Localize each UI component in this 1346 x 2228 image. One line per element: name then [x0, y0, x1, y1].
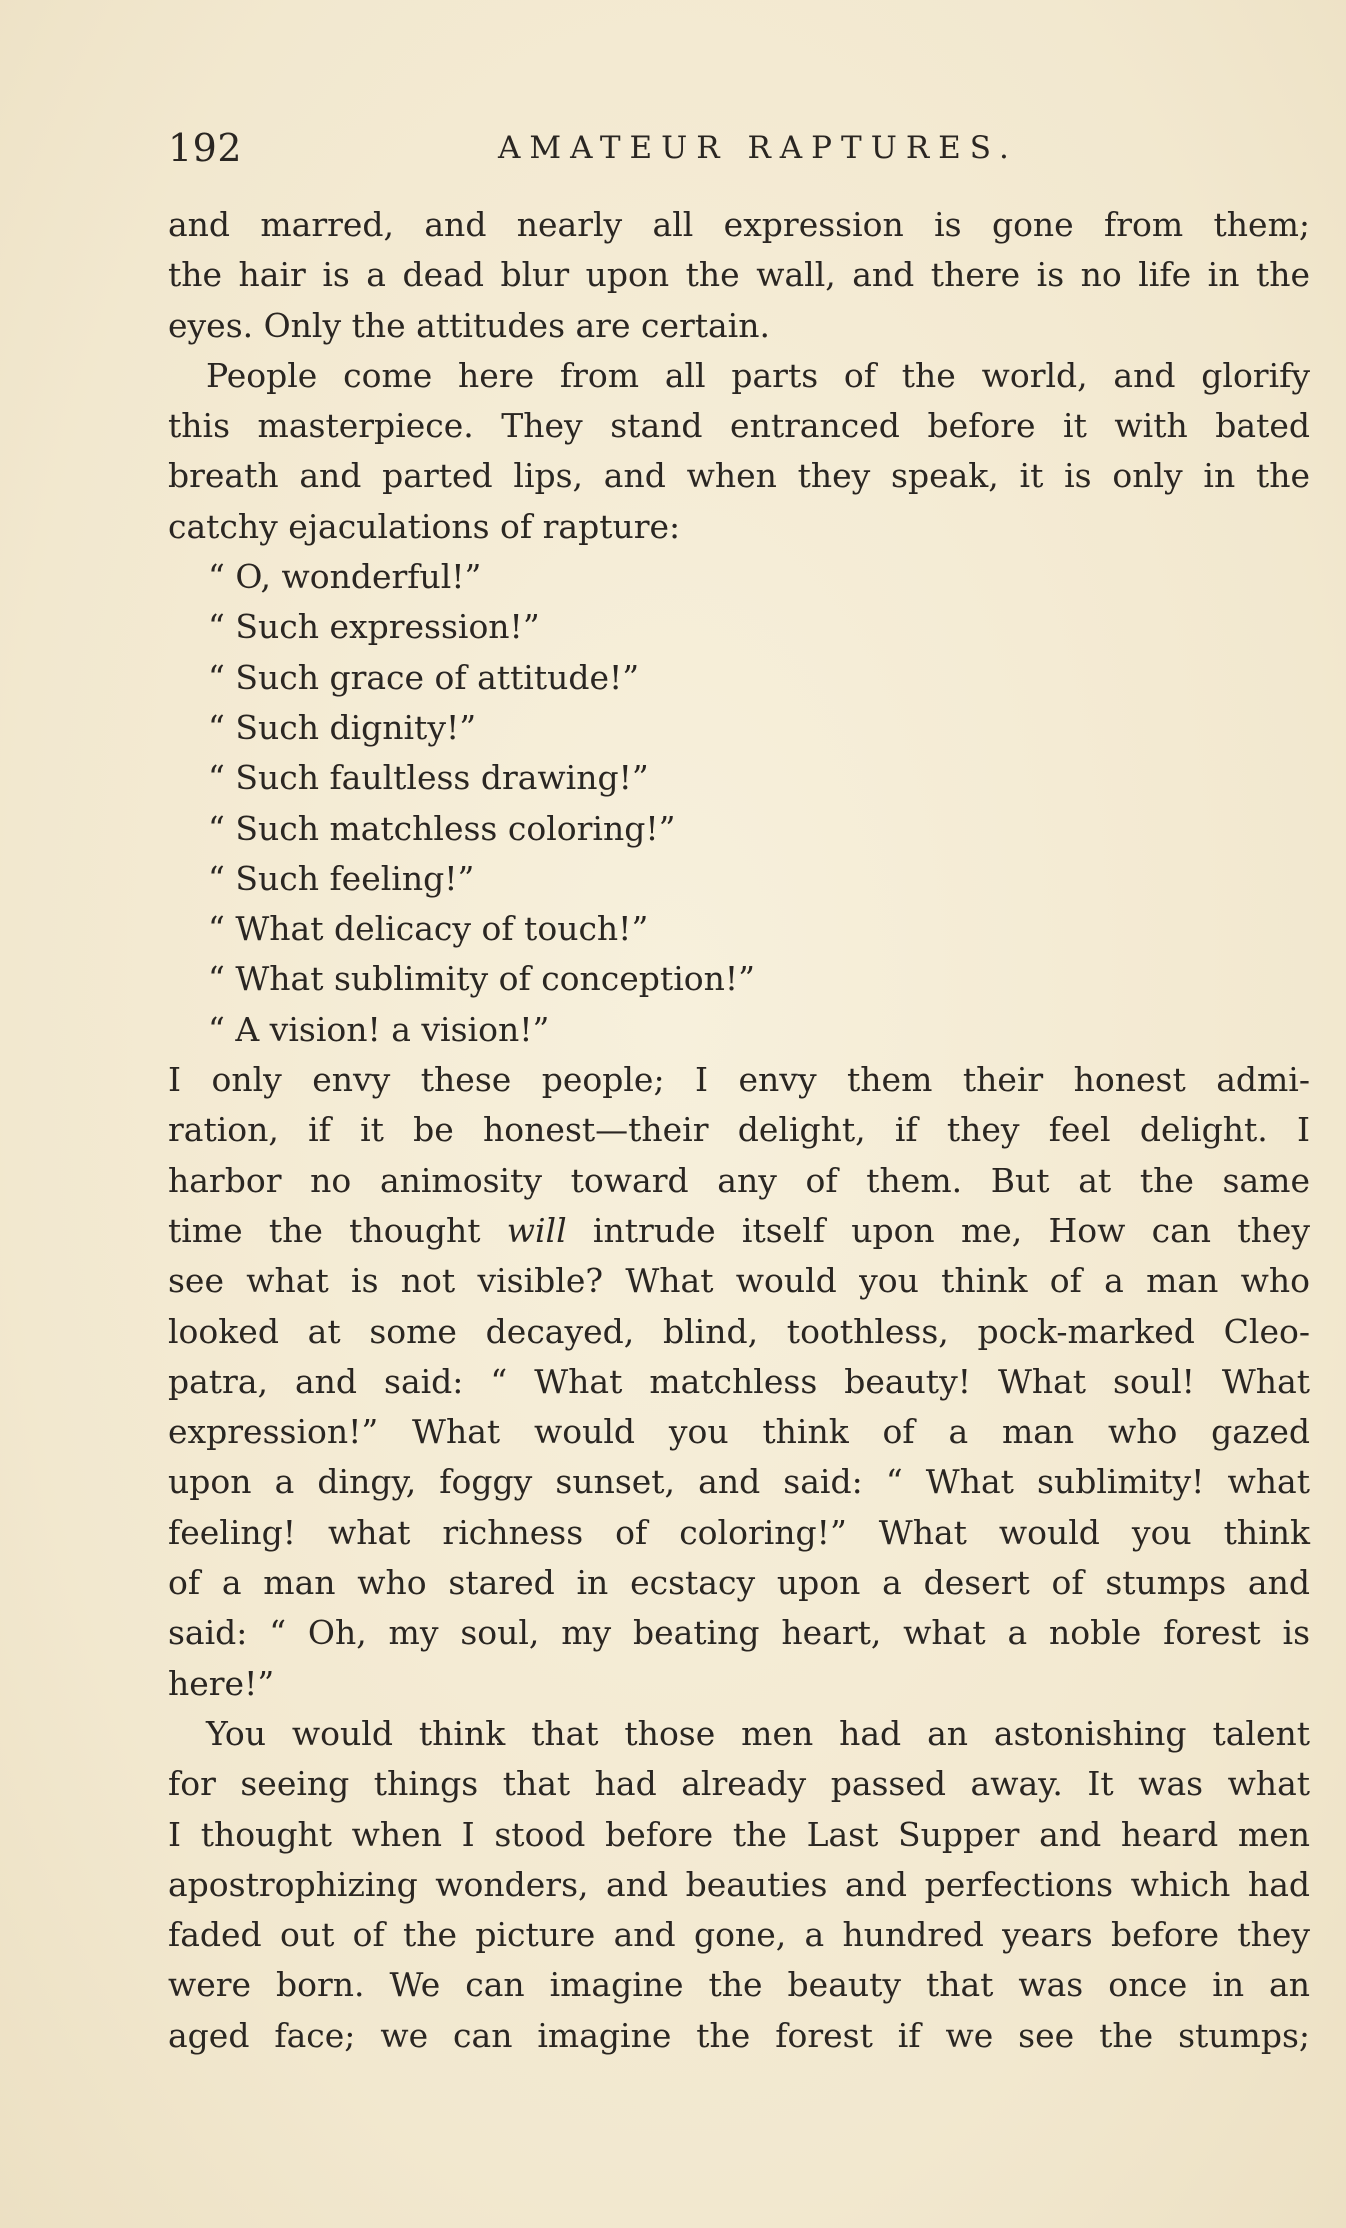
quoted-exclamation: “ What sublimity of conception!”	[208, 959, 755, 999]
text-line: aged face; we can imagine the forest if we see the stumps;	[168, 2015, 1310, 2055]
quoted-exclamation: “ Such feeling!”	[208, 858, 475, 898]
quoted-exclamation: “ Such faultless drawing!”	[208, 758, 649, 798]
text-line: were born. We can imagine the beauty that was once in an	[168, 1965, 1310, 2005]
page-header	[168, 118, 1288, 178]
text-line: see what is not visible? What would you think of a man who	[168, 1261, 1310, 1301]
text-line: breath and parted lips, and when they speak, it is only in the	[168, 456, 1310, 496]
quoted-exclamation: “ Such dignity!”	[208, 707, 477, 747]
text-line: apostrophizing wonders, and beauties and perfections which had	[168, 1864, 1310, 1904]
text-line: the hair is a dead blur upon the wall, and there is no life in the	[168, 255, 1310, 295]
text-line: of a man who stared in ecstacy upon a desert of stumps and	[168, 1563, 1310, 1603]
text-line: this masterpiece. They stand entranced before it with bated	[168, 406, 1310, 446]
text-line: here!”	[168, 1663, 275, 1703]
quoted-exclamation: “ What delicacy of touch!”	[208, 909, 649, 949]
text-line: feeling! what richness of coloring!” What would you think	[168, 1512, 1310, 1552]
page-number: 192	[168, 126, 243, 170]
text-line: eyes. Only the attitudes are certain.	[168, 305, 770, 345]
text-line: looked at some decayed, blind, toothless, pock-marked Cleo-	[168, 1311, 1310, 1351]
body-text	[168, 200, 1310, 2061]
text-line: expression!” What would you think of a man who gazed	[168, 1412, 1310, 1452]
text-line: ration, if it be honest—their delight, if they feel delight. I	[168, 1110, 1310, 1150]
text-line: I only envy these people; I envy them their honest admi-	[168, 1060, 1310, 1100]
emphasized-word: will	[506, 1210, 567, 1250]
text-line: and marred, and nearly all expression is gone from them;	[168, 205, 1310, 244]
text-segment: intrude itself upon me, How can they	[566, 1210, 1310, 1250]
text-line: patra, and said: “ What matchless beauty! What soul! What	[168, 1361, 1310, 1401]
text-line: catchy ejaculations of rapture:	[168, 506, 681, 546]
quoted-exclamation: “ A vision! a vision!”	[208, 1009, 550, 1049]
text-line: harbor no animosity toward any of them. But at the same	[168, 1160, 1310, 1200]
running-title: AMATEUR RAPTURES.	[498, 130, 1018, 166]
text-line: upon a dingy, foggy sunset, and said: “ What sublimity! what	[168, 1462, 1310, 1502]
quoted-exclamation: “ O, wonderful!”	[208, 557, 482, 597]
text-line: faded out of the picture and gone, a hundred years before they	[168, 1915, 1310, 1955]
text-line: for seeing things that had already passed away. It was what	[168, 1764, 1310, 1804]
text-segment: time the thought	[168, 1210, 507, 1250]
quoted-exclamation: “ Such expression!”	[208, 607, 540, 647]
paragraph-first-line: You would think that those men had an astonishing talent	[206, 1713, 1310, 1753]
quoted-exclamation: “ Such grace of attitude!”	[208, 657, 640, 697]
text-line: I thought when I stood before the Last Supper and heard men	[168, 1814, 1310, 1854]
text-line-with-emphasis	[168, 1206, 1310, 1256]
text-line: said: “ Oh, my soul, my beating heart, what a noble forest is	[168, 1613, 1310, 1653]
paragraph-first-line: People come here from all parts of the world, and glorify	[206, 355, 1310, 395]
quoted-exclamation: “ Such matchless coloring!”	[208, 808, 676, 848]
